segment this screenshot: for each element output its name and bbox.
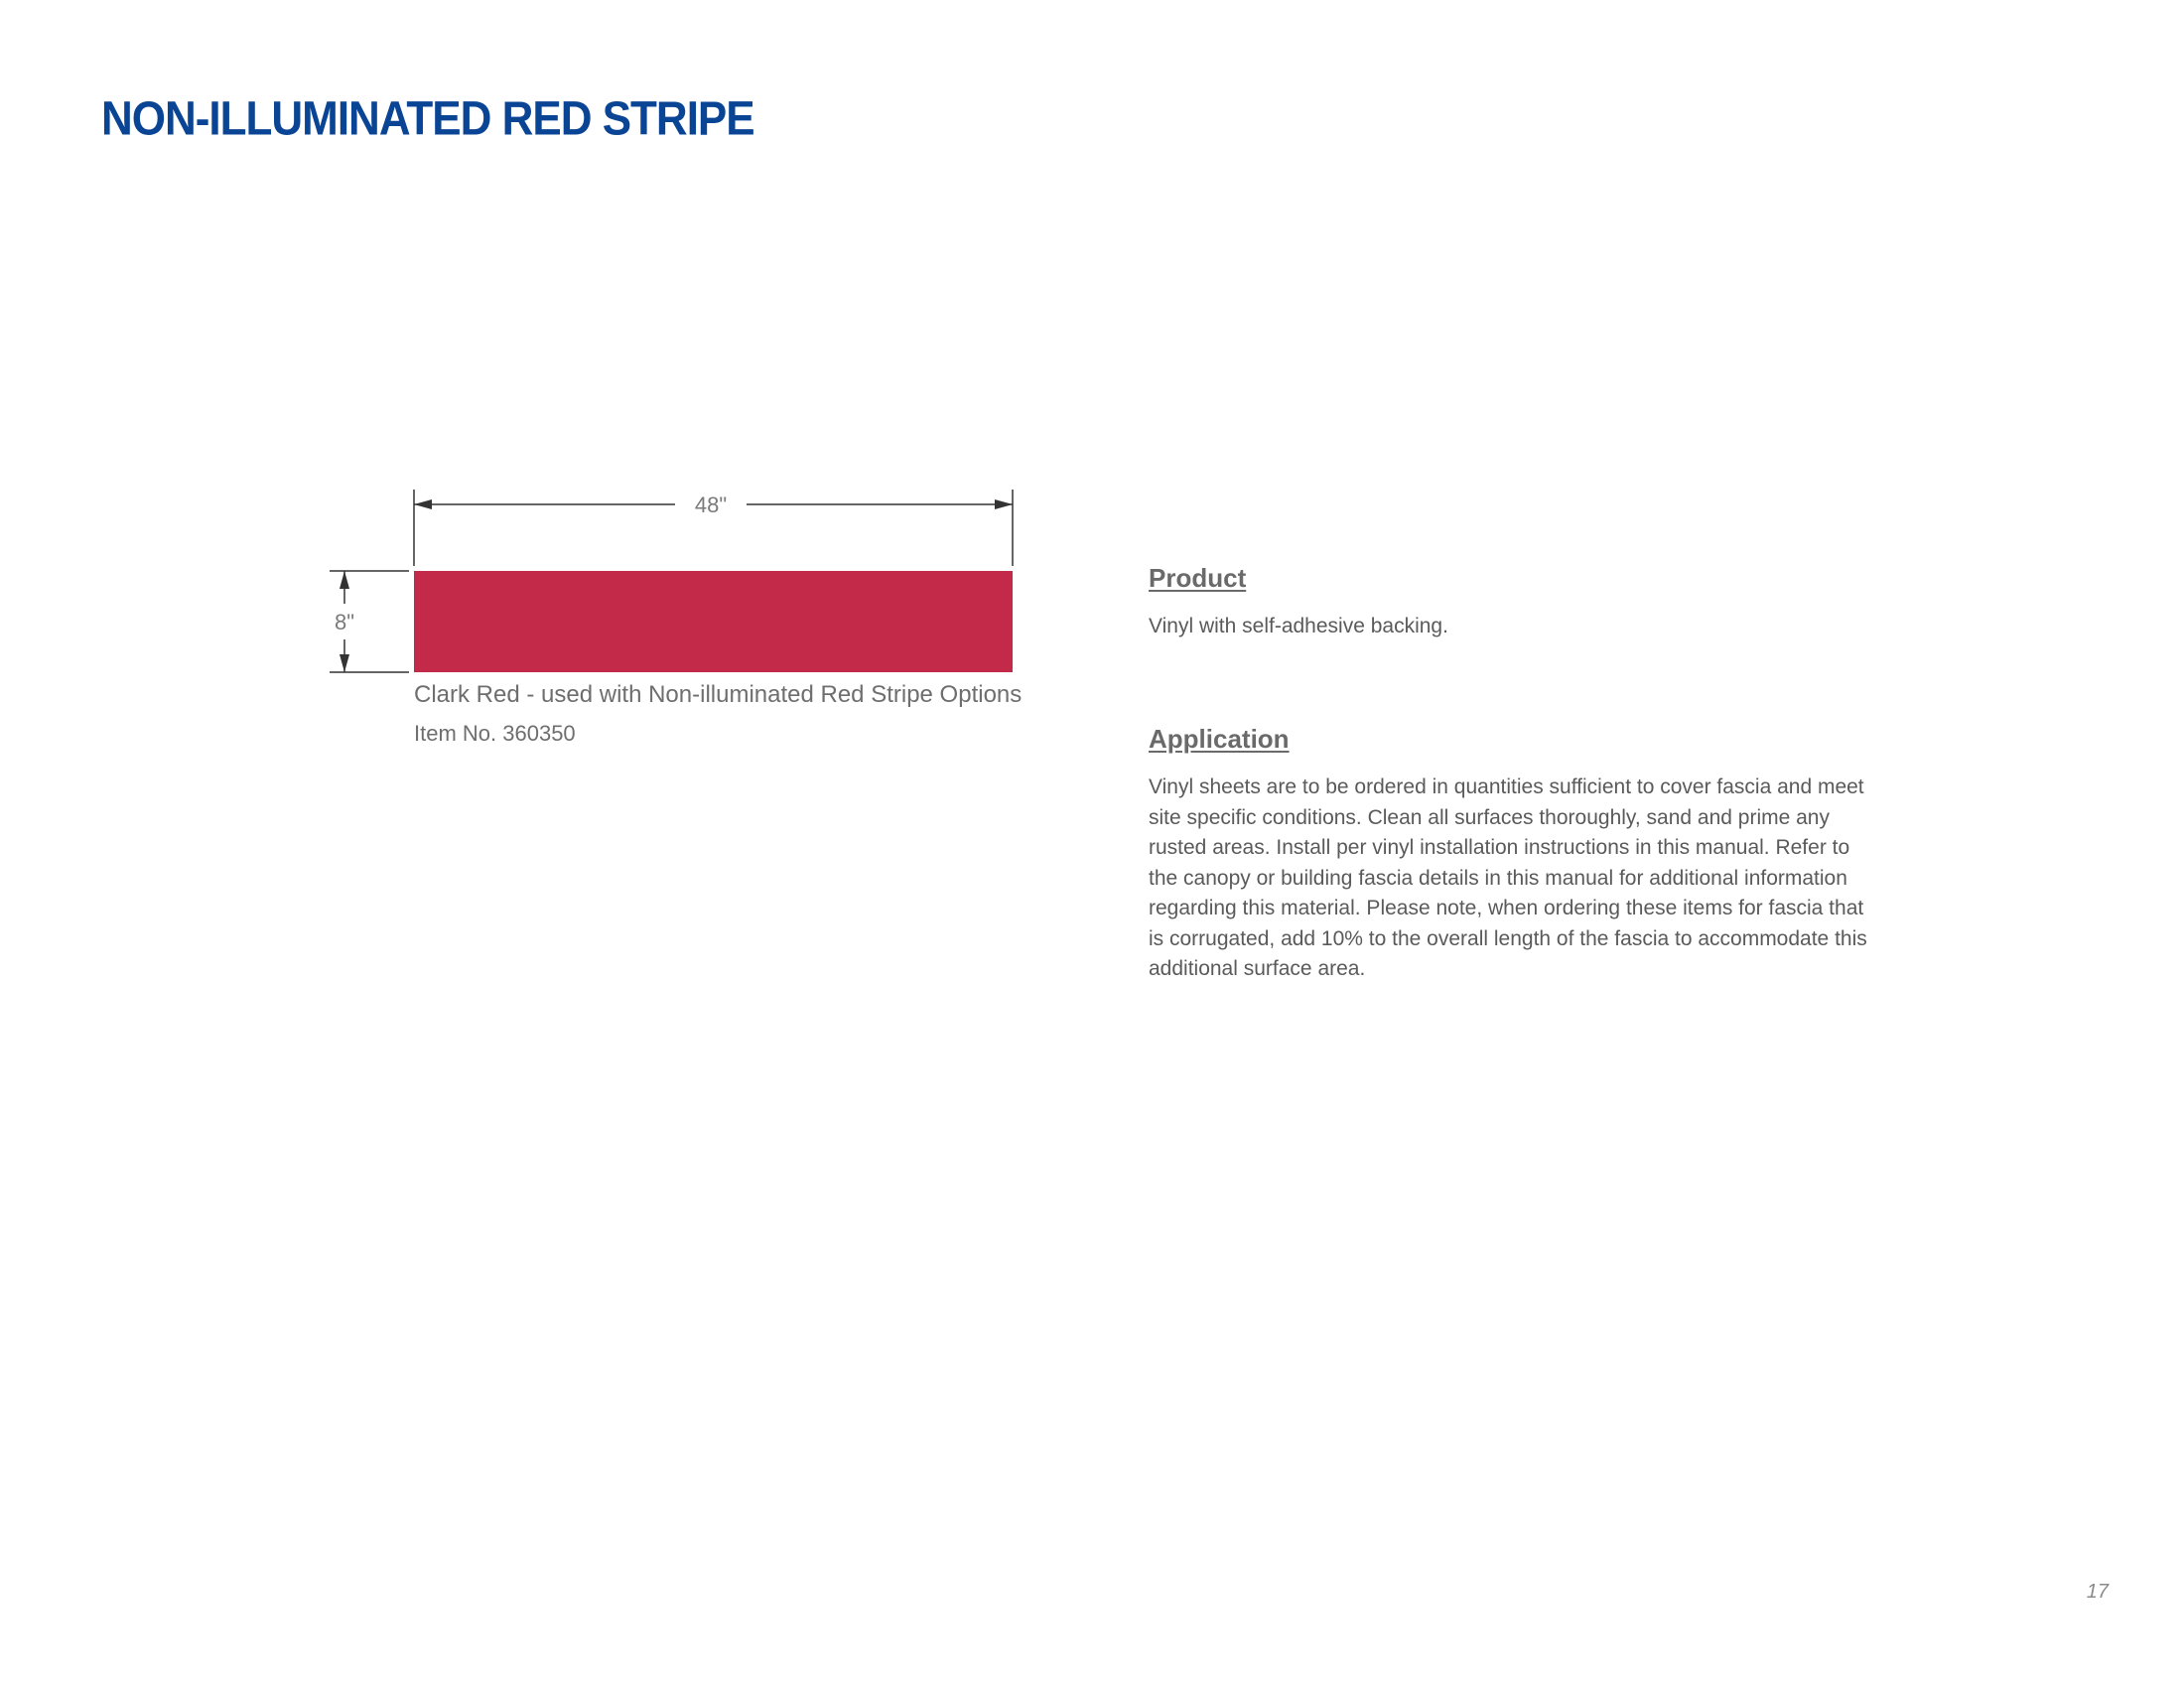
arrow-right-icon bbox=[995, 499, 1013, 509]
arrow-up-icon bbox=[340, 571, 349, 589]
arrow-down-icon bbox=[340, 654, 349, 672]
page-title: NON-ILLUMINATED RED STRIPE bbox=[101, 91, 754, 146]
item-number: Item No. 360350 bbox=[414, 721, 576, 746]
product-body: Vinyl with self-adhesive backing. bbox=[1149, 615, 1448, 637]
page-number: 17 bbox=[2086, 1581, 2109, 1603]
application-heading: Application bbox=[1149, 724, 1290, 754]
width-label: 48" bbox=[694, 492, 728, 517]
height-label: 8" bbox=[334, 610, 355, 634]
application-body: Vinyl sheets are to be ordered in quantities sufficient to cover fascia and meet site specific conditions. Clean all surfaces thoroughly, sand and prime any rusted areas. Install per vinyl installation instructions in this manual. Refer to the canopy or building fascia details in this manual for additional information regarding this material. Please note, when ordering these items for fascia that is corrugated, add 10% to the overall length of the fascia to accommodate this additional surface area. bbox=[1149, 775, 1867, 980]
arrow-left-icon bbox=[414, 499, 432, 509]
red-stripe-swatch bbox=[414, 571, 1013, 672]
swatch-caption: Clark Red - used with Non-illuminated Red Stripe Options bbox=[414, 681, 1023, 708]
stripe-dimension-diagram bbox=[318, 477, 1032, 685]
product-heading: Product bbox=[1149, 563, 1247, 593]
